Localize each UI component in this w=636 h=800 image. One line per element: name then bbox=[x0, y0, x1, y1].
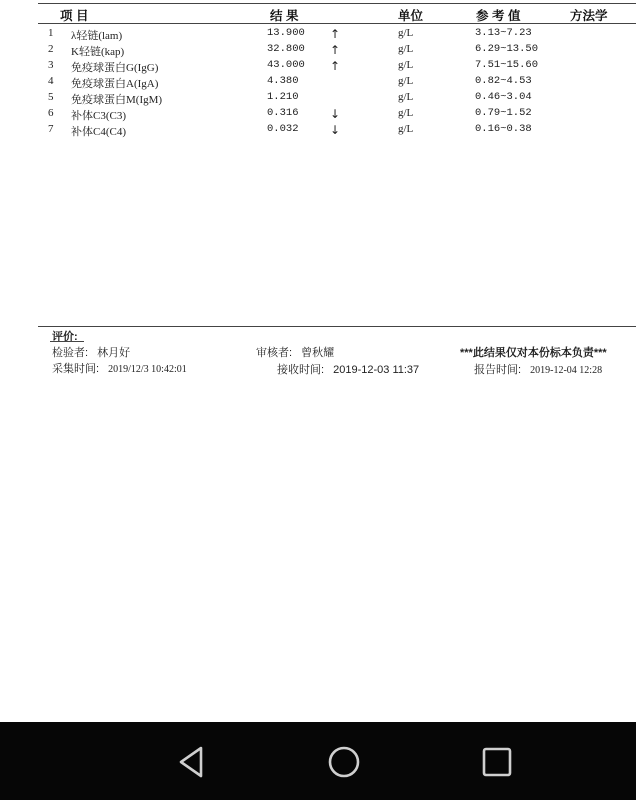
header-unit: 单位 bbox=[398, 9, 424, 23]
reviewer-label: 审核者: bbox=[256, 347, 293, 359]
collect-time-value: 2019/12/3 10:42:01 bbox=[108, 364, 187, 375]
header-method: 方法学 bbox=[570, 9, 608, 23]
table-row bbox=[0, 27, 636, 43]
triangle-back-icon bbox=[171, 742, 211, 782]
evaluation-label: 评价: bbox=[52, 331, 78, 343]
header-item: 项 目 bbox=[60, 9, 89, 23]
row-index: 1 bbox=[48, 27, 54, 39]
row-index: 7 bbox=[48, 123, 54, 135]
row-reference: 6.29~13.50 bbox=[475, 43, 539, 55]
row-item-name: 免疫球蛋白G(IgG) bbox=[71, 62, 159, 74]
row-index: 3 bbox=[48, 59, 54, 71]
row-result-value: 0.032 bbox=[267, 123, 299, 135]
row-unit: g/L bbox=[398, 27, 414, 39]
row-result-value: 32.800 bbox=[267, 43, 305, 55]
square-recents-icon bbox=[477, 742, 517, 782]
header-divider bbox=[38, 23, 636, 24]
table-row bbox=[0, 91, 636, 107]
reviewer-block bbox=[256, 344, 334, 360]
home-button[interactable] bbox=[324, 742, 364, 782]
row-item-name: 免疫球蛋白A(IgA) bbox=[71, 78, 159, 90]
disclaimer-text: ***此结果仅对本份标本负责*** bbox=[460, 347, 607, 359]
system-navigation-bar bbox=[0, 722, 636, 800]
header-result: 结 果 bbox=[270, 9, 299, 23]
row-flag-arrow: ↑ bbox=[330, 27, 341, 41]
reviewer-name: 曾秋耀 bbox=[301, 347, 335, 359]
row-unit: g/L bbox=[398, 43, 414, 55]
receive-time-block bbox=[277, 361, 419, 377]
row-reference: 0.16~0.38 bbox=[475, 123, 532, 135]
row-unit: g/L bbox=[398, 91, 414, 103]
row-item-name: 补体C3(C3) bbox=[71, 110, 126, 122]
recents-button[interactable] bbox=[477, 742, 517, 782]
row-result-value: 43.000 bbox=[267, 59, 305, 71]
collect-time-label: 采集时间: bbox=[52, 363, 100, 375]
row-result-value: 13.900 bbox=[267, 27, 305, 39]
header-reference: 参 考 值 bbox=[476, 9, 521, 23]
report-time-value: 2019-12-04 12:28 bbox=[530, 365, 603, 376]
row-item-name: 补体C4(C4) bbox=[71, 126, 126, 138]
report-time-block bbox=[474, 361, 602, 377]
row-flag-arrow: ↑ bbox=[330, 59, 341, 73]
row-result-value: 4.380 bbox=[267, 75, 299, 87]
inspector-label: 检验者: bbox=[52, 347, 89, 359]
back-button[interactable] bbox=[171, 742, 211, 782]
row-index: 6 bbox=[48, 107, 54, 119]
table-row bbox=[0, 107, 636, 123]
row-flag-arrow: ↓ bbox=[330, 123, 341, 137]
row-result-value: 1.210 bbox=[267, 91, 299, 103]
row-reference: 0.46~3.04 bbox=[475, 91, 532, 103]
row-unit: g/L bbox=[398, 75, 414, 87]
row-reference: 0.79~1.52 bbox=[475, 107, 532, 119]
top-divider bbox=[38, 3, 636, 4]
report-time-label: 报告时间: bbox=[474, 364, 522, 376]
row-unit: g/L bbox=[398, 59, 414, 71]
row-reference: 3.13~7.23 bbox=[475, 27, 532, 39]
row-item-name: K轻链(kap) bbox=[71, 46, 125, 58]
table-row bbox=[0, 59, 636, 75]
receive-time-label: 接收时间: bbox=[277, 364, 325, 376]
row-reference: 7.51~15.60 bbox=[475, 59, 539, 71]
table-row bbox=[0, 123, 636, 139]
row-reference: 0.82~4.53 bbox=[475, 75, 532, 87]
table-row bbox=[0, 43, 636, 59]
inspector-name: 林月好 bbox=[97, 347, 131, 359]
row-index: 5 bbox=[48, 91, 54, 103]
row-index: 4 bbox=[48, 75, 54, 87]
row-result-value: 0.316 bbox=[267, 107, 299, 119]
table-row bbox=[0, 75, 636, 91]
row-flag-arrow: ↓ bbox=[330, 107, 341, 121]
row-unit: g/L bbox=[398, 123, 414, 135]
row-index: 2 bbox=[48, 43, 54, 55]
evaluation-underline bbox=[50, 341, 84, 342]
row-unit: g/L bbox=[398, 107, 414, 119]
collect-time-block bbox=[52, 360, 187, 376]
circle-home-icon bbox=[324, 742, 364, 782]
receive-time-value: 2019-12-03 11:37 bbox=[333, 364, 420, 376]
row-item-name: 免疫球蛋白M(IgM) bbox=[71, 94, 163, 106]
inspector-block bbox=[52, 344, 130, 360]
footer-divider bbox=[38, 326, 636, 327]
row-flag-arrow: ↑ bbox=[330, 43, 341, 57]
row-item-name: λ轻链(lam) bbox=[71, 30, 123, 42]
